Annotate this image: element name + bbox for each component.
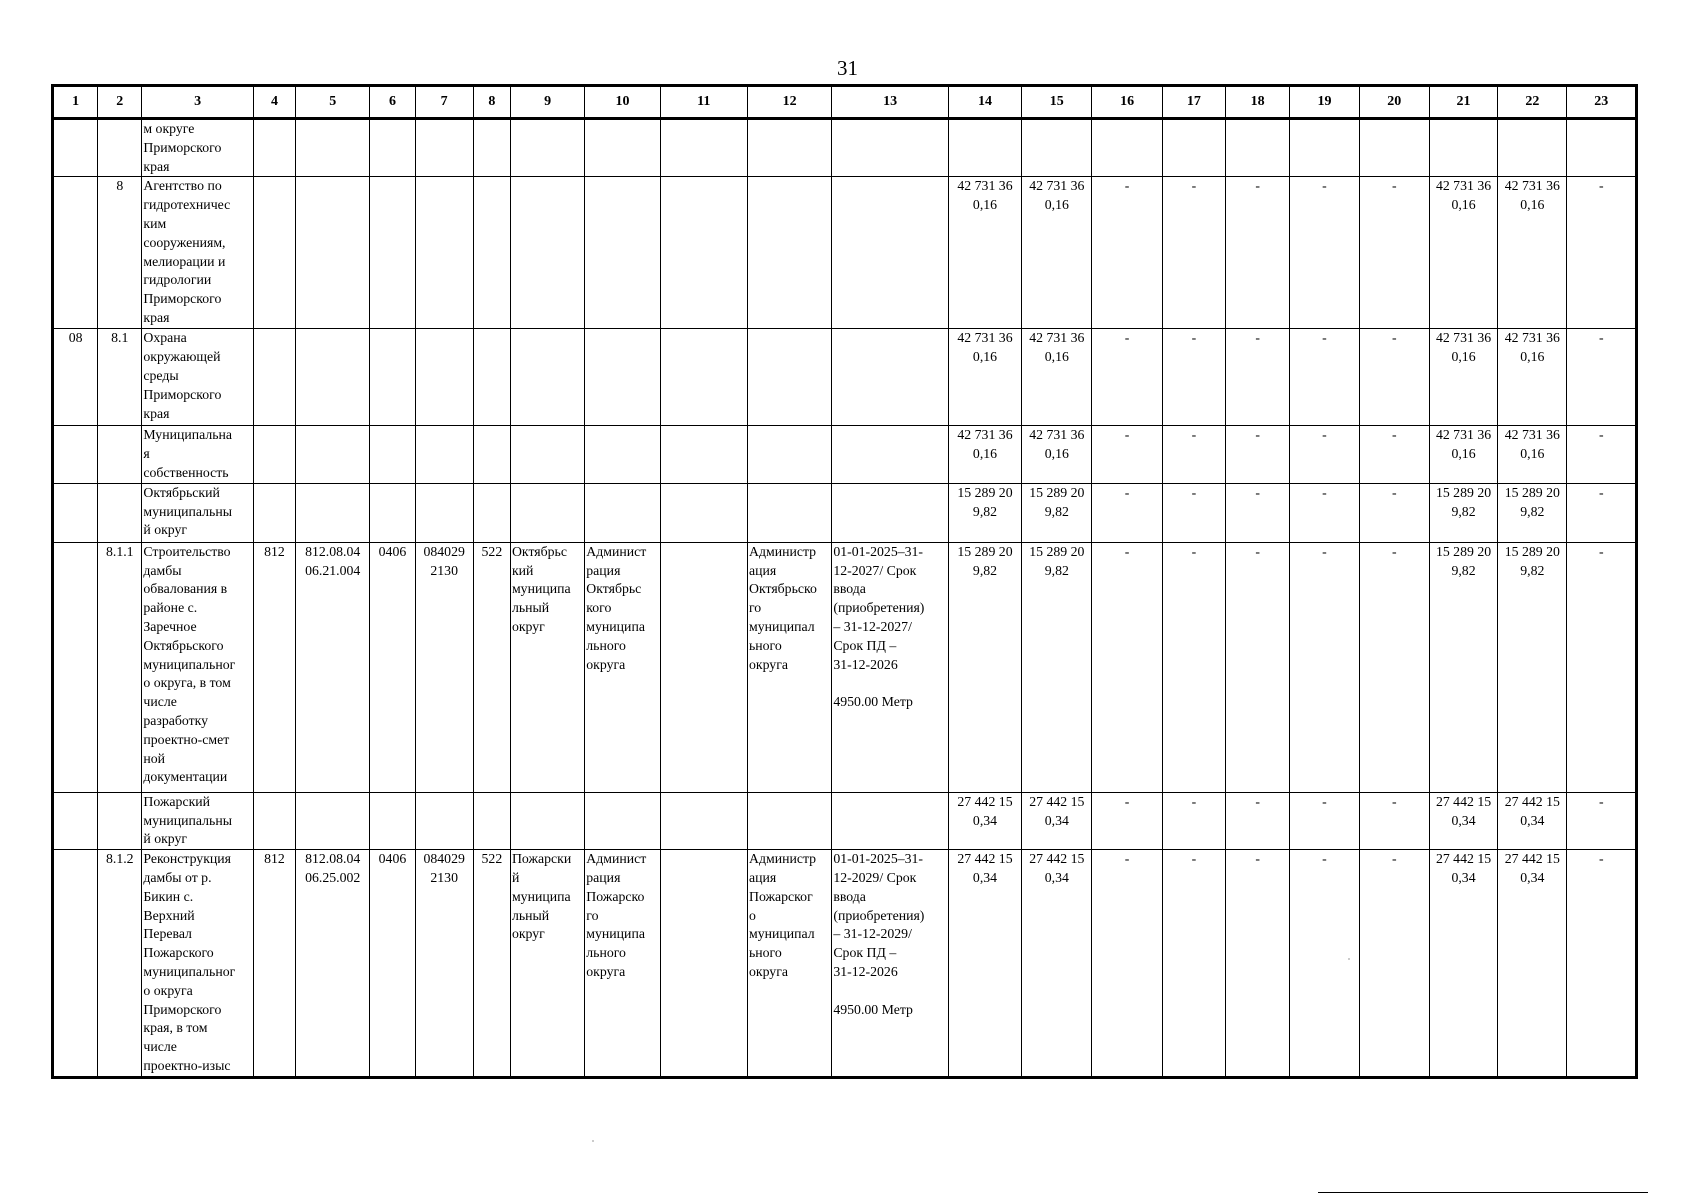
table-row (53, 542, 1637, 792)
column-header: 18 (1226, 86, 1290, 119)
table-cell (747, 483, 831, 542)
table-cell (747, 792, 831, 849)
table-cell (253, 329, 295, 426)
column-header: 16 (1092, 86, 1162, 119)
table-cell: - (1290, 177, 1359, 329)
table-cell (253, 483, 295, 542)
table-cell (660, 792, 747, 849)
column-header: 20 (1359, 86, 1429, 119)
table-cell (473, 792, 510, 849)
table-cell (370, 426, 415, 483)
table-cell: 084029 2130 (415, 850, 473, 1078)
column-header: 3 (142, 86, 253, 119)
table-cell: Администр ация Октябрьско го муниципал ьного округа (747, 542, 831, 792)
column-header: 21 (1429, 86, 1497, 119)
table-row (53, 119, 1637, 177)
table-cell (510, 329, 584, 426)
table-cell (473, 329, 510, 426)
table-cell (660, 329, 747, 426)
bottom-rule (1318, 1192, 1648, 1193)
table-cell (53, 177, 98, 329)
column-header: 19 (1290, 86, 1359, 119)
table-cell (253, 177, 295, 329)
table-row (53, 483, 1637, 542)
table-cell (1359, 119, 1429, 177)
table-cell: 084029 2130 (415, 542, 473, 792)
table-cell (53, 792, 98, 849)
table-cell: 27 442 15 0,34 (948, 850, 1021, 1078)
table-cell (1092, 119, 1162, 177)
table-cell: - (1359, 850, 1429, 1078)
table-cell (53, 426, 98, 483)
table-cell: 812 (253, 850, 295, 1078)
table-cell: 27 442 15 0,34 (948, 792, 1021, 849)
table-cell: 8.1.1 (98, 542, 142, 792)
table-cell: Админист рация Октябрьс кого муниципа льного округа (585, 542, 660, 792)
table-cell (1162, 119, 1225, 177)
table-cell: 15 289 20 9,82 (1429, 542, 1497, 792)
table-cell: 42 731 36 0,16 (948, 177, 1021, 329)
table-cell: 8.1.2 (98, 850, 142, 1078)
table-cell (415, 177, 473, 329)
table-cell: 27 442 15 0,34 (1022, 850, 1092, 1078)
table-cell (370, 792, 415, 849)
table-cell (585, 177, 660, 329)
table-cell: 15 289 20 9,82 (1022, 483, 1092, 542)
table-cell: 27 442 15 0,34 (1498, 850, 1567, 1078)
table-cell: Строительство дамбы обвалования в районе с. Заречное Октябрьского муниципальног о округа, в том числе разработку проектно-смет ной документации (142, 542, 253, 792)
table-cell: 812.08.04 06.25.002 (296, 850, 370, 1078)
table-cell (296, 119, 370, 177)
table-cell (53, 119, 98, 177)
table-cell: 27 442 15 0,34 (1022, 792, 1092, 849)
column-header: 7 (415, 86, 473, 119)
table-cell: 15 289 20 9,82 (1498, 542, 1567, 792)
column-header: 10 (585, 86, 660, 119)
table-cell (1290, 119, 1359, 177)
table-cell (98, 483, 142, 542)
table-cell (53, 850, 98, 1078)
table-cell: 15 289 20 9,82 (1429, 483, 1497, 542)
table-cell: - (1359, 426, 1429, 483)
table-cell (296, 329, 370, 426)
table-cell: - (1359, 792, 1429, 849)
table-cell: Охрана окружающей среды Приморского края (142, 329, 253, 426)
table-cell: 522 (473, 850, 510, 1078)
table-cell (510, 119, 584, 177)
table-cell: - (1226, 483, 1290, 542)
table-cell: - (1567, 542, 1637, 792)
table-cell: - (1359, 483, 1429, 542)
table-cell: - (1567, 426, 1637, 483)
table-cell (510, 177, 584, 329)
table-cell (253, 792, 295, 849)
table-cell: - (1162, 850, 1225, 1078)
table-cell: 01-01-2025–31- 12-2029/ Срок ввода (приобретения) – 31-12-2029/ Срок ПД – 31-12-2026 4950.00 Метр (832, 850, 949, 1078)
column-header: 15 (1022, 86, 1092, 119)
table-cell (510, 792, 584, 849)
table-cell: Реконструкция дамбы от р. Бикин с. Верхний Перевал Пожарского муниципальног о округа Приморского края, в том числе проектно-изыс (142, 850, 253, 1078)
table-cell: - (1567, 850, 1637, 1078)
table-cell (1567, 119, 1637, 177)
table-cell (832, 177, 949, 329)
table-cell: - (1290, 329, 1359, 426)
column-header: 12 (747, 86, 831, 119)
table-cell: - (1092, 329, 1162, 426)
table-cell: 08 (53, 329, 98, 426)
table-cell: 15 289 20 9,82 (1498, 483, 1567, 542)
table-cell: Муниципальна я собственность (142, 426, 253, 483)
budget-table (51, 84, 1638, 1079)
table-cell (370, 329, 415, 426)
table-cell (585, 426, 660, 483)
scan-speck (1348, 958, 1350, 960)
table-row (53, 329, 1637, 426)
table-cell: - (1162, 426, 1225, 483)
table-cell: 42 731 36 0,16 (1022, 177, 1092, 329)
table-cell (510, 483, 584, 542)
table-cell (370, 483, 415, 542)
table-cell (415, 426, 473, 483)
table-cell: 0406 (370, 850, 415, 1078)
column-header: 17 (1162, 86, 1225, 119)
column-header: 4 (253, 86, 295, 119)
column-header: 5 (296, 86, 370, 119)
table-cell (1429, 119, 1497, 177)
table-cell (832, 426, 949, 483)
table-cell: - (1290, 542, 1359, 792)
column-header: 8 (473, 86, 510, 119)
table-cell: - (1162, 177, 1225, 329)
table-cell: - (1226, 542, 1290, 792)
table-cell (473, 177, 510, 329)
table-cell: - (1359, 542, 1429, 792)
table-cell (832, 119, 949, 177)
table-cell (415, 792, 473, 849)
table-cell: - (1162, 483, 1225, 542)
table-cell: 812 (253, 542, 295, 792)
table-cell: - (1162, 329, 1225, 426)
table-cell (585, 329, 660, 426)
table-cell: Октябрьский муниципальны й округ (142, 483, 253, 542)
table-cell: - (1290, 792, 1359, 849)
table-cell: 42 731 36 0,16 (1429, 426, 1497, 483)
table-cell (296, 177, 370, 329)
table-cell (832, 483, 949, 542)
table-cell (253, 119, 295, 177)
column-header: 11 (660, 86, 747, 119)
column-header: 14 (948, 86, 1021, 119)
table-cell (53, 483, 98, 542)
table-cell (98, 119, 142, 177)
table-cell: Октябрьс кий муниципа льный округ (510, 542, 584, 792)
table-cell: 42 731 36 0,16 (1498, 426, 1567, 483)
table-cell (585, 792, 660, 849)
table-cell (415, 483, 473, 542)
table-cell: - (1226, 329, 1290, 426)
table-cell: - (1162, 792, 1225, 849)
table-cell: - (1567, 792, 1637, 849)
table-cell (660, 483, 747, 542)
table-cell (747, 177, 831, 329)
table-cell (660, 850, 747, 1078)
table-cell: - (1092, 483, 1162, 542)
table-cell (747, 426, 831, 483)
table-cell: - (1567, 329, 1637, 426)
table-cell: - (1290, 426, 1359, 483)
table-cell (660, 542, 747, 792)
table-cell: - (1226, 850, 1290, 1078)
table-cell: 42 731 36 0,16 (1022, 426, 1092, 483)
table-cell: 42 731 36 0,16 (1498, 177, 1567, 329)
column-header: 1 (53, 86, 98, 119)
table-cell: - (1092, 850, 1162, 1078)
table-cell (53, 542, 98, 792)
table-cell: 42 731 36 0,16 (948, 329, 1021, 426)
table-cell (747, 329, 831, 426)
table-cell: 15 289 20 9,82 (948, 542, 1021, 792)
table-cell: 27 442 15 0,34 (1498, 792, 1567, 849)
table-cell: Агентство по гидротехничес ким сооружениям, мелиорации и гидрологии Приморского края (142, 177, 253, 329)
table-cell: 42 731 36 0,16 (1429, 177, 1497, 329)
table-row (53, 426, 1637, 483)
table-cell (510, 426, 584, 483)
table-cell: 42 731 36 0,16 (1498, 329, 1567, 426)
table-cell: Админист рация Пожарско го муниципа льного округа (585, 850, 660, 1078)
table-cell: - (1092, 542, 1162, 792)
table-cell: Пожарски й муниципа льный округ (510, 850, 584, 1078)
table-cell: - (1092, 792, 1162, 849)
table-cell: 8 (98, 177, 142, 329)
table-cell (585, 119, 660, 177)
table-cell (473, 426, 510, 483)
table-cell (660, 177, 747, 329)
table-row (53, 792, 1637, 849)
table-cell (660, 119, 747, 177)
table-cell (415, 119, 473, 177)
table-cell: 15 289 20 9,82 (1022, 542, 1092, 792)
table-cell (98, 426, 142, 483)
table-cell: - (1567, 177, 1637, 329)
table-cell (832, 792, 949, 849)
table-cell (415, 329, 473, 426)
page-number: 31 (837, 56, 858, 80)
column-header: 9 (510, 86, 584, 119)
table-cell: Пожарский муниципальны й округ (142, 792, 253, 849)
column-header: 22 (1498, 86, 1567, 119)
table-cell: Администр ация Пожарског о муниципал ьного округа (747, 850, 831, 1078)
scan-speck (592, 1140, 594, 1142)
table-cell: 522 (473, 542, 510, 792)
table-cell: - (1226, 177, 1290, 329)
table-cell: - (1290, 483, 1359, 542)
table-cell (296, 483, 370, 542)
table-cell (585, 483, 660, 542)
table-cell: - (1359, 329, 1429, 426)
table-cell (473, 483, 510, 542)
table-cell: - (1092, 426, 1162, 483)
table-cell: - (1359, 177, 1429, 329)
table-cell (660, 426, 747, 483)
column-header: 13 (832, 86, 949, 119)
table-cell (747, 119, 831, 177)
table-cell (296, 426, 370, 483)
table-cell (370, 119, 415, 177)
table-cell (1498, 119, 1567, 177)
header-row (53, 86, 1637, 119)
column-header: 6 (370, 86, 415, 119)
table-cell: - (1226, 426, 1290, 483)
table-cell (370, 177, 415, 329)
table-cell (948, 119, 1021, 177)
table-cell (832, 329, 949, 426)
table-cell: - (1162, 542, 1225, 792)
column-header: 2 (98, 86, 142, 119)
table-cell: 15 289 20 9,82 (948, 483, 1021, 542)
table-cell: 42 731 36 0,16 (1429, 329, 1497, 426)
table-cell: - (1226, 792, 1290, 849)
table-cell: 8.1 (98, 329, 142, 426)
table-cell (473, 119, 510, 177)
table-cell: 01-01-2025–31- 12-2027/ Срок ввода (приобретения) – 31-12-2027/ Срок ПД – 31-12-2026 4950.00 Метр (832, 542, 949, 792)
table-cell: 812.08.04 06.21.004 (296, 542, 370, 792)
table-cell: - (1290, 850, 1359, 1078)
table-cell (253, 426, 295, 483)
table-row (53, 177, 1637, 329)
table-cell: 42 731 36 0,16 (948, 426, 1021, 483)
table-cell: - (1567, 483, 1637, 542)
table-cell (296, 792, 370, 849)
table-cell: 0406 (370, 542, 415, 792)
table-cell: 42 731 36 0,16 (1022, 329, 1092, 426)
table-body (53, 119, 1637, 1078)
table-cell (1226, 119, 1290, 177)
table-cell: - (1092, 177, 1162, 329)
table-cell: 27 442 15 0,34 (1429, 792, 1497, 849)
table-cell: м округе Приморского края (142, 119, 253, 177)
table-cell: 27 442 15 0,34 (1429, 850, 1497, 1078)
column-header: 23 (1567, 86, 1637, 119)
table-row (53, 850, 1637, 1078)
table-cell (98, 792, 142, 849)
table-cell (1022, 119, 1092, 177)
